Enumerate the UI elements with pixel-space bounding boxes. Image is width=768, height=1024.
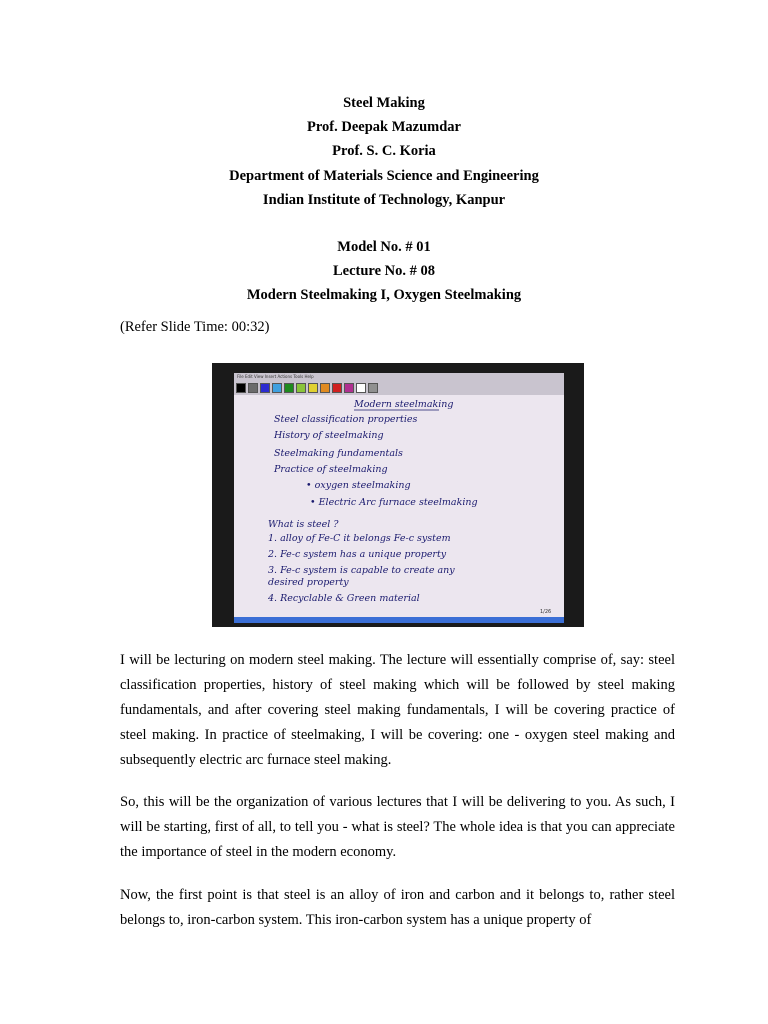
instructor-2: Prof. S. C. Koria [332, 143, 436, 160]
point-2: 2. Fe-c system has a unique property [268, 549, 447, 560]
paragraph-2: So, this will be the organization of various lectures that I will be delivering to you. As such, I will be starting, first of all, to tell you - what is steel? The whole idea is that you can appreciate the importance of steel in the modern economy. [120, 794, 675, 860]
point-3: 3. Fe-c system is capable to create any [268, 565, 455, 576]
handwriting-canvas [234, 395, 564, 617]
topic-6: • Electric Arc furnace steelmaking [310, 497, 478, 508]
point-3-cont: desired property [268, 577, 349, 588]
color-swatch [236, 383, 246, 393]
module-number: Model No. # 01 [337, 239, 431, 255]
color-swatch [272, 383, 282, 393]
color-swatch [284, 383, 294, 393]
color-swatch [320, 383, 330, 393]
taskbar-strip [234, 617, 564, 623]
lecture-header [0, 235, 768, 308]
paragraph-3: Now, the first point is that steel is an alloy of iron and carbon and it belongs to, rather steel belongs to, iron-carbon system. This iron-carbon system has a unique property of [120, 887, 675, 928]
color-swatch [296, 383, 306, 393]
color-swatch [356, 383, 366, 393]
point-4: 4. Recyclable & Green material [268, 593, 420, 604]
whiteboard [234, 395, 564, 617]
color-swatch [368, 383, 378, 393]
course-title: Steel Making [343, 95, 425, 111]
color-swatch [248, 383, 258, 393]
topic-4: Practice of steelmaking [274, 464, 388, 475]
lecture-title: Modern Steelmaking I, Oxygen Steelmaking [246, 287, 522, 304]
page-indicator: 1/26 [540, 609, 552, 615]
refer-slide-time: (Refer Slide Time: 00:32) [120, 319, 270, 335]
topic-1: Steel classification properties [274, 414, 418, 425]
topic-3: Steelmaking fundamentals [274, 448, 403, 459]
slide-title: Modern steelmaking [354, 399, 454, 410]
topic-5: • oxygen steelmaking [306, 480, 411, 491]
lecture-number: Lecture No. # 08 [332, 263, 436, 280]
department: Department of Materials Science and Engineering [229, 167, 539, 184]
topic-2: History of steelmaking [274, 430, 384, 441]
slide-screenshot [212, 363, 584, 627]
color-swatch [344, 383, 354, 393]
color-swatch [308, 383, 318, 393]
paragraph-1: I will be lecturing on modern steel making. The lecture will essentially comprise of, say: steel classification properties, history of steel making which will be followed by steel making fundamentals, and after covering steel making fundamentals, I will be covering practice of steel making. In practice of steelmaking, I will be covering: one - oxygen steel making and subsequently electric arc furnace steel making. [120, 652, 675, 768]
slide-menubar: File Edit View Insert Actions Tools Help [237, 374, 314, 379]
instructor-1: Prof. Deepak Mazumdar [307, 119, 461, 136]
point-1: 1. alloy of Fe-C it belongs Fe-c system [268, 533, 451, 544]
color-palette [236, 383, 378, 393]
question: What is steel ? [268, 519, 339, 530]
document-header [0, 91, 768, 212]
slide-toolbar [234, 373, 564, 395]
color-swatch [332, 383, 342, 393]
color-swatch [260, 383, 270, 393]
institute: Indian Institute of Technology, Kanpur [262, 191, 506, 208]
